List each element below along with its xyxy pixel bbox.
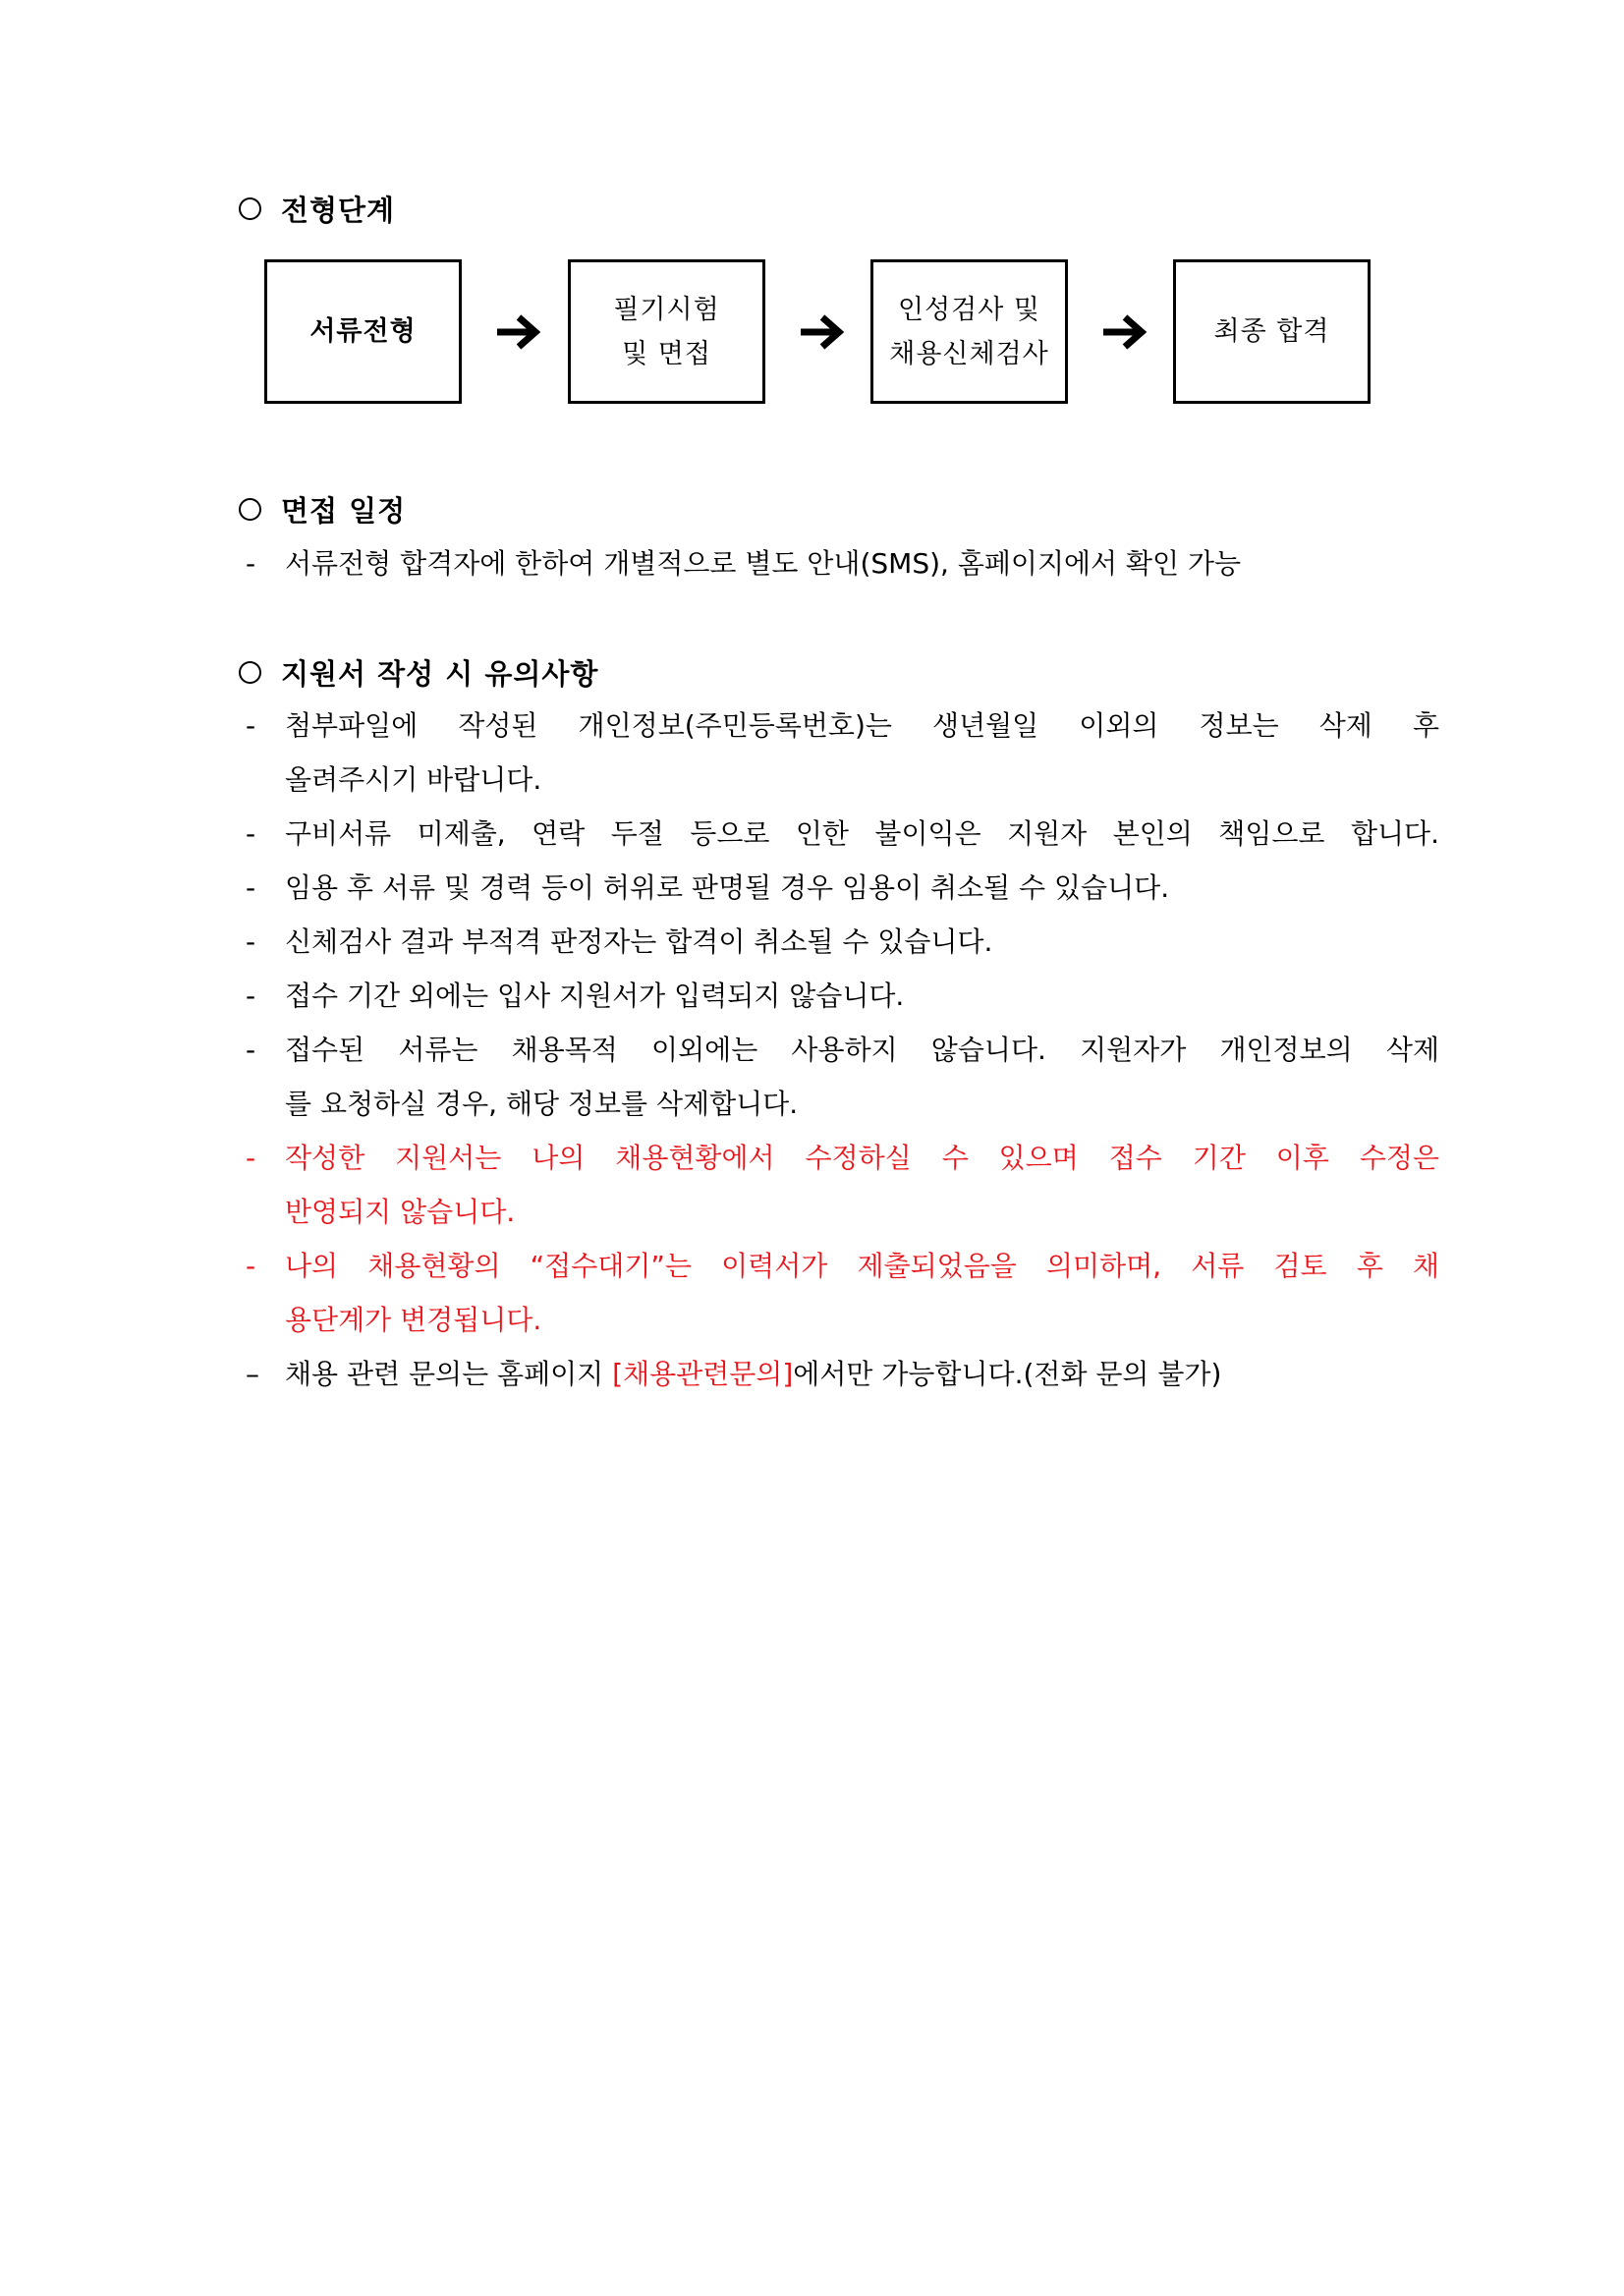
note-item-text: 를 요청하실 경우, 해당 정보를 삭제합니다. bbox=[285, 1088, 799, 1120]
contact-text-before: 채용 관련 문의는 홈페이지 bbox=[285, 1358, 613, 1390]
note-item-text: 반영되지 않습니다. bbox=[285, 1196, 516, 1228]
stage-box-aptitude-medical bbox=[870, 259, 1068, 404]
note-item-text: 접수된 서류는 채용목적 이외에는 사용하지 않습니다. 지원자가 개인정보의 삭제 bbox=[285, 1034, 1439, 1066]
note-item-text: 접수 기간 외에는 입사 지원서가 입력되지 않습니다. bbox=[285, 980, 905, 1012]
arrow-right-icon bbox=[1101, 312, 1148, 352]
note-item-text: 나의 채용현황의 “접수대기”는 이력서가 제출되었음을 의미하며, 서류 검토 후 채 bbox=[285, 1250, 1439, 1282]
section-title-text: 면접 일정 bbox=[281, 493, 407, 528]
stage-label: 최종 합격 bbox=[1213, 316, 1330, 347]
long-dash-bullet: – bbox=[246, 1358, 259, 1390]
stage-box-document-screening bbox=[264, 259, 462, 404]
dash-bullet: - bbox=[246, 817, 256, 850]
note-item-text bbox=[285, 1347, 1439, 1401]
interview-item-text: 서류전형 합격자에 한하여 개별적으로 별도 안내(SMS), 홈페이지에서 확인 가능 bbox=[285, 547, 1242, 580]
dash-bullet: - bbox=[246, 1034, 256, 1066]
note-item-text: 용단계가 변경됩니다. bbox=[285, 1304, 542, 1336]
dash-bullet: - bbox=[246, 709, 256, 742]
contact-text-after: 에서만 가능합니다.(전화 문의 불가) bbox=[793, 1358, 1222, 1390]
note-item-text: 올려주시기 바랍니다. bbox=[285, 763, 542, 796]
arrow-right-icon bbox=[799, 312, 846, 352]
circle-bullet-icon bbox=[239, 498, 261, 521]
stage-box-final-pass bbox=[1173, 259, 1371, 404]
dash-bullet: - bbox=[246, 871, 256, 904]
section-title-stages bbox=[239, 187, 395, 230]
dash-bullet: - bbox=[246, 1250, 256, 1282]
section-title-text: 전형단계 bbox=[281, 193, 396, 227]
dash-bullet: - bbox=[246, 925, 256, 958]
stage-label-line2: 및 면접 bbox=[622, 338, 711, 369]
note-item-text: 작성한 지원서는 나의 채용현황에서 수정하실 수 있으며 접수 기간 이후 수정은 bbox=[285, 1142, 1439, 1174]
stage-label-line1: 필기시험 bbox=[613, 294, 720, 325]
circle-bullet-icon bbox=[239, 661, 261, 684]
section-title-interview bbox=[239, 487, 406, 531]
circle-bullet-icon bbox=[239, 197, 261, 220]
recruitment-inquiry-link[interactable]: [채용관련문의] bbox=[612, 1358, 794, 1390]
note-item-text: 구비서류 미제출, 연락 두절 등으로 인한 불이익은 지원자 본인의 책임으로 합니다. bbox=[285, 817, 1439, 850]
section-title-notes bbox=[239, 650, 598, 694]
dash-bullet: - bbox=[246, 1142, 256, 1174]
stage-label: 서류전형 bbox=[309, 316, 417, 347]
stage-box-written-test-interview bbox=[568, 259, 765, 404]
note-item-text: 첨부파일에 작성된 개인정보(주민등록번호)는 생년월일 이외의 정보는 삭제 후 bbox=[285, 709, 1439, 742]
note-item-text: 임용 후 서류 및 경력 등이 허위로 판명될 경우 임용이 취소될 수 있습니다. bbox=[285, 871, 1170, 904]
dash-bullet: - bbox=[246, 547, 256, 580]
note-item-text: 신체검사 결과 부적격 판정자는 합격이 취소될 수 있습니다. bbox=[285, 925, 993, 958]
section-title-text: 지원서 작성 시 유의사항 bbox=[281, 656, 599, 691]
stage-label-line2: 채용신체검사 bbox=[889, 338, 1049, 369]
dash-bullet: - bbox=[246, 980, 256, 1012]
arrow-right-icon bbox=[495, 312, 542, 352]
stage-label-line1: 인성검사 및 bbox=[898, 294, 1040, 325]
